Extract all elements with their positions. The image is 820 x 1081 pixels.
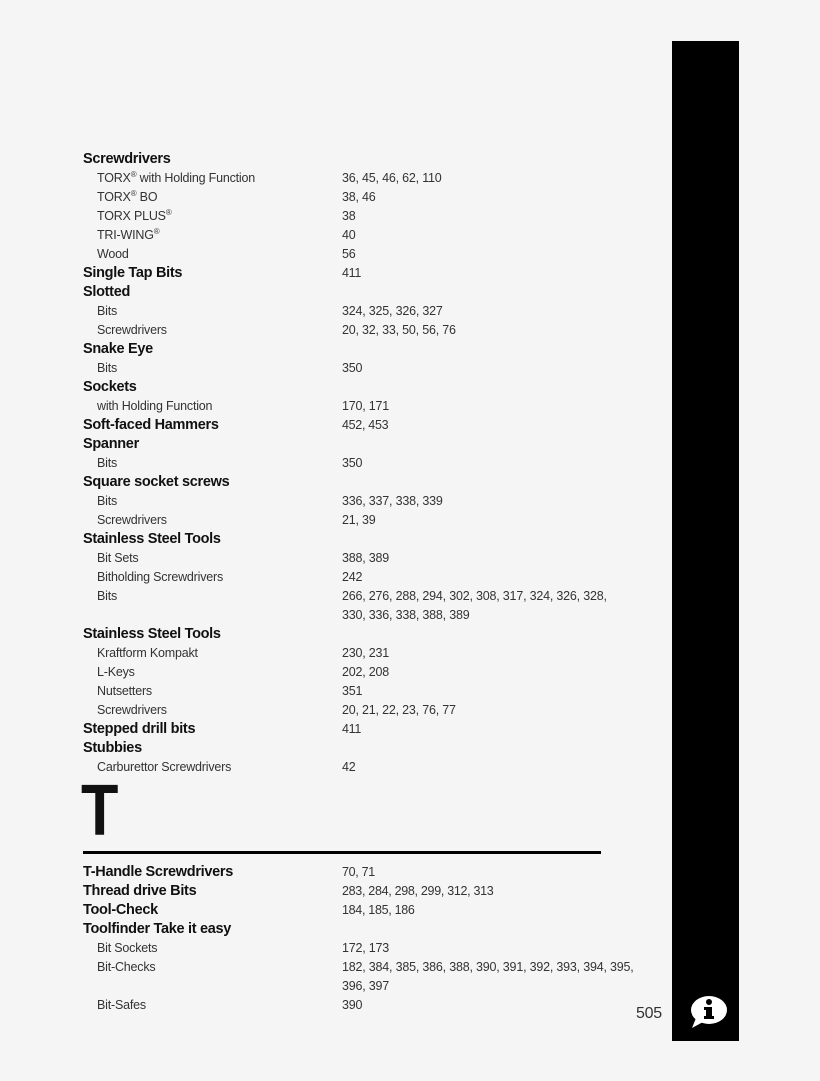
registered-mark: ®	[130, 188, 137, 198]
index-subentry	[83, 587, 643, 625]
entry-pages: 283, 284, 298, 299, 312, 313	[342, 884, 494, 898]
index-subentry	[83, 321, 643, 340]
subentry-term	[83, 511, 342, 530]
index-subentry	[83, 245, 643, 264]
entry-term: Snake Eye	[83, 341, 153, 357]
subentry-pages	[342, 682, 643, 701]
subentry-term	[83, 939, 342, 958]
index-subentry	[83, 758, 643, 777]
subentry-term	[83, 169, 342, 188]
subentry-pages	[342, 188, 643, 207]
subentry-pages	[342, 207, 643, 226]
subentry-term-text: TORX	[97, 190, 131, 204]
index-subentry	[83, 207, 643, 226]
subentry-term-text: Screwdrivers	[97, 703, 167, 717]
entry-term: Toolfinder Take it easy	[83, 921, 232, 937]
subentry-pages	[342, 226, 643, 245]
page-number: 505	[636, 1005, 662, 1022]
index-subentry	[83, 644, 643, 663]
pages-line: 42	[342, 760, 356, 774]
index-subentry	[83, 169, 643, 188]
pages-line: 36, 45, 46, 62, 110	[342, 171, 442, 185]
pages-line: 396, 397	[342, 979, 390, 993]
subentry-term-text: Screwdrivers	[97, 323, 167, 337]
entry-pages	[342, 283, 643, 302]
subentry-term	[83, 454, 342, 473]
subentry-term-text: TORX	[97, 171, 131, 185]
subentry-term-text: with Holding Function	[97, 399, 213, 413]
pages-line: 38, 46	[342, 190, 376, 204]
subentry-pages	[342, 587, 643, 625]
subentry-pages	[342, 245, 643, 264]
pages-line: 230, 231	[342, 646, 390, 660]
index-subentry	[83, 511, 643, 530]
index-entry	[83, 435, 643, 454]
subentry-term	[83, 958, 342, 996]
entry-pages	[342, 150, 643, 169]
index-subentry	[83, 682, 643, 701]
subentry-term	[83, 492, 342, 511]
pages-line: 242	[342, 570, 363, 584]
entry-pages	[342, 920, 643, 939]
subentry-pages	[342, 492, 643, 511]
subentry-term	[83, 663, 342, 682]
subentry-term-text: Bit-Checks	[97, 960, 156, 974]
subentry-term-text: Carburettor Screwdrivers	[97, 760, 232, 774]
entry-pages: 411	[342, 722, 362, 736]
entry-term: Stepped drill bits	[83, 721, 196, 737]
index-entry	[83, 378, 643, 397]
entry-term: Tool-Check	[83, 902, 158, 918]
chapter-tab-bar	[672, 41, 739, 1041]
entry-term: Stubbies	[83, 740, 142, 756]
entry-pages: 184, 185, 186	[342, 903, 415, 917]
entry-term: Single Tap Bits	[83, 265, 183, 281]
subentry-pages	[342, 511, 643, 530]
index-subentry	[83, 454, 643, 473]
subentry-term	[83, 587, 342, 625]
index-subentry	[83, 958, 643, 996]
subentry-term	[83, 644, 342, 663]
letter-divider-rule	[83, 851, 601, 854]
index-entry	[83, 920, 643, 939]
pages-line: 170, 171	[342, 399, 390, 413]
subentry-term-text: Bits	[97, 494, 118, 508]
index-subentry	[83, 188, 643, 207]
subentry-pages	[342, 169, 643, 188]
index-entry	[83, 530, 643, 549]
pages-line: 182, 384, 385, 386, 388, 390, 391, 392, 393, 394, 395,	[342, 960, 634, 974]
entry-pages: 70, 71	[342, 865, 375, 879]
info-speech-bubble-icon	[688, 995, 728, 1029]
subentry-term	[83, 321, 342, 340]
pages-line: 388, 389	[342, 551, 390, 565]
entry-term: Thread drive Bits	[83, 883, 197, 899]
index-subentry	[83, 302, 643, 321]
subentry-term-text: Bit Sets	[97, 551, 139, 565]
subentry-term-text: Bits	[97, 456, 118, 470]
subentry-term	[83, 682, 342, 701]
subentry-pages	[342, 758, 643, 777]
pages-line: 202, 208	[342, 665, 390, 679]
entry-term: Stainless Steel Tools	[83, 531, 221, 547]
index-section-s	[83, 150, 643, 777]
index-section-t	[83, 863, 643, 1015]
subentry-term-text: Bits	[97, 361, 118, 375]
subentry-term-text: Bits	[97, 589, 118, 603]
subentry-pages	[342, 644, 643, 663]
index-list	[83, 150, 643, 1015]
pages-line: 324, 325, 326, 327	[342, 304, 443, 318]
subentry-pages	[342, 359, 643, 378]
entry-pages	[342, 739, 643, 758]
pages-line: 350	[342, 456, 363, 470]
subentry-pages	[342, 939, 643, 958]
entry-pages	[342, 340, 643, 359]
index-subentry	[83, 996, 643, 1015]
pages-line: 390	[342, 998, 363, 1012]
pages-line: 40	[342, 228, 356, 242]
entry-term: Spanner	[83, 436, 139, 452]
subentry-term	[83, 226, 342, 245]
entry-term: T-Handle Screwdrivers	[83, 864, 234, 880]
entry-pages	[342, 473, 643, 492]
letter-heading-block	[81, 771, 643, 863]
subentry-term-text: TRI-WING	[97, 228, 154, 242]
entry-term: Slotted	[83, 284, 131, 300]
entry-term: Sockets	[83, 379, 137, 395]
subentry-term	[83, 549, 342, 568]
index-subentry	[83, 549, 643, 568]
subentry-pages	[342, 701, 643, 720]
index-subentry	[83, 492, 643, 511]
subentry-pages	[342, 454, 643, 473]
subentry-term-text: Kraftform Kompakt	[97, 646, 198, 660]
entry-pages: 452, 453	[342, 418, 389, 432]
index-subentry	[83, 663, 643, 682]
pages-line: 21, 39	[342, 513, 376, 527]
subentry-pages	[342, 549, 643, 568]
subentry-term	[83, 245, 342, 264]
entry-pages	[342, 625, 643, 644]
index-subentry	[83, 397, 643, 416]
entry-term: Screwdrivers	[83, 151, 171, 167]
subentry-pages	[342, 321, 643, 340]
index-entry	[83, 283, 643, 302]
subentry-term	[83, 302, 342, 321]
pages-line: 172, 173	[342, 941, 390, 955]
entry-pages	[342, 378, 643, 397]
subentry-pages	[342, 996, 643, 1015]
subentry-term	[83, 568, 342, 587]
index-subentry	[83, 226, 643, 245]
index-entry	[83, 473, 643, 492]
index-subentry	[83, 701, 643, 720]
letter-heading-t: T	[81, 771, 117, 851]
entry-pages	[342, 435, 643, 454]
index-entry	[83, 882, 643, 901]
pages-line: 351	[342, 684, 363, 698]
index-subentry	[83, 359, 643, 378]
subentry-term-rest: BO	[136, 190, 158, 204]
index-entry	[83, 901, 643, 920]
subentry-pages	[342, 568, 643, 587]
entry-term: Stainless Steel Tools	[83, 626, 221, 642]
pages-line: 350	[342, 361, 363, 375]
entry-term: Soft-faced Hammers	[83, 417, 219, 433]
subentry-term-text: Bit-Safes	[97, 998, 146, 1012]
pages-line: 336, 337, 338, 339	[342, 494, 443, 508]
subentry-term	[83, 996, 342, 1015]
index-entry	[83, 739, 643, 758]
subentry-pages	[342, 302, 643, 321]
index-subentry	[83, 939, 643, 958]
subentry-term-text: Wood	[97, 247, 129, 261]
subentry-term-text: Screwdrivers	[97, 513, 167, 527]
subentry-term	[83, 207, 342, 226]
index-entry	[83, 720, 643, 739]
subentry-pages	[342, 958, 643, 996]
entry-term: Square socket screws	[83, 474, 230, 490]
subentry-term	[83, 397, 342, 416]
entry-pages: 411	[342, 266, 362, 280]
pages-line: 38	[342, 209, 356, 223]
subentry-term-text: TORX PLUS	[97, 209, 166, 223]
subentry-term-text: Nutsetters	[97, 684, 152, 698]
subentry-term	[83, 188, 342, 207]
subentry-term	[83, 758, 342, 777]
subentry-term-text: L-Keys	[97, 665, 135, 679]
index-entry	[83, 264, 643, 283]
pages-line: 330, 336, 338, 388, 389	[342, 608, 470, 622]
registered-mark: ®	[130, 169, 137, 179]
subentry-term	[83, 359, 342, 378]
subentry-term-text: Bitholding Screwdrivers	[97, 570, 224, 584]
pages-line: 266, 276, 288, 294, 302, 308, 317, 324, 326, 328,	[342, 589, 607, 603]
subentry-term	[83, 701, 342, 720]
index-entry	[83, 150, 643, 169]
pages-line: 20, 21, 22, 23, 76, 77	[342, 703, 456, 717]
registered-mark: ®	[165, 207, 172, 217]
subentry-term-text: Bit Sockets	[97, 941, 158, 955]
pages-line: 56	[342, 247, 356, 261]
index-entry	[83, 340, 643, 359]
subentry-term-rest: with Holding Function	[136, 171, 255, 185]
index-subentry	[83, 568, 643, 587]
index-entry	[83, 863, 643, 882]
subentry-pages	[342, 397, 643, 416]
pages-line: 20, 32, 33, 50, 56, 76	[342, 323, 456, 337]
subentry-term-text: Bits	[97, 304, 118, 318]
entry-pages	[342, 530, 643, 549]
registered-mark: ®	[153, 226, 160, 236]
subentry-pages	[342, 663, 643, 682]
index-entry	[83, 416, 643, 435]
index-entry	[83, 625, 643, 644]
